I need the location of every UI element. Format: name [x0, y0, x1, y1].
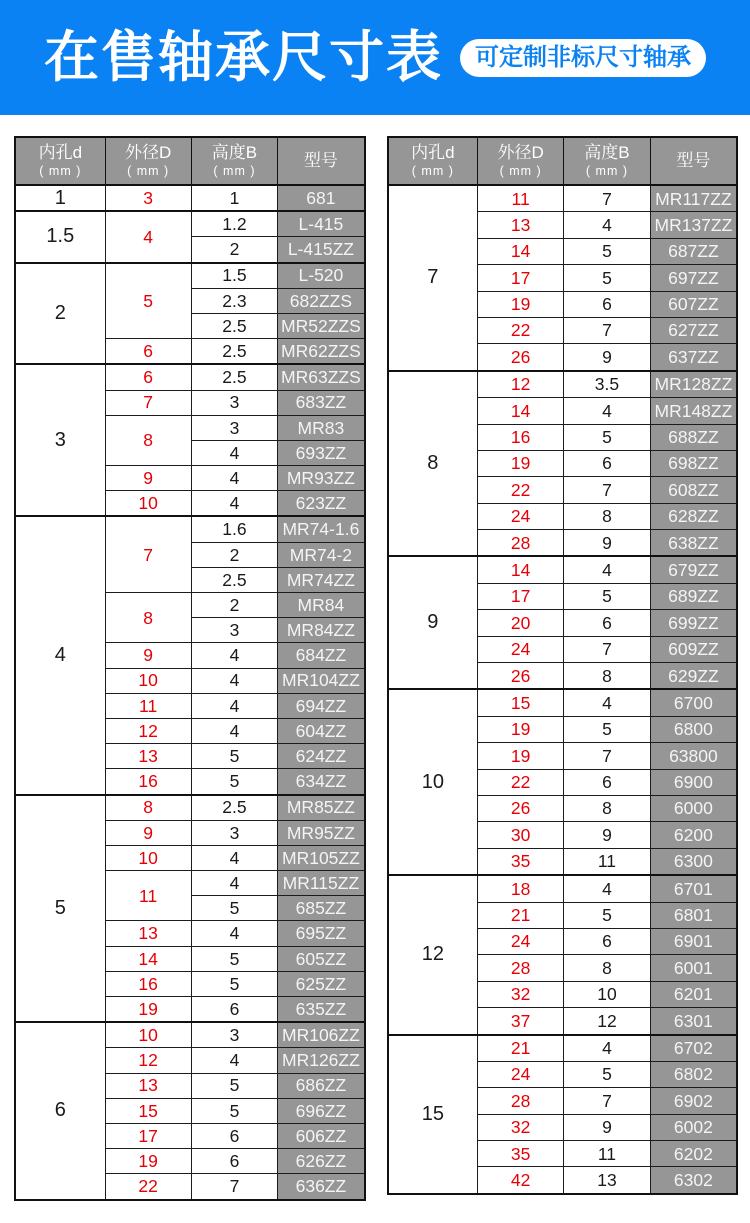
model-cell: 688ZZ	[650, 424, 737, 450]
height-cell: 6	[564, 291, 651, 317]
column-unit: ( mm )	[411, 163, 454, 178]
outer-diameter-cell: 14	[478, 398, 564, 424]
model-cell: MR104ZZ	[278, 668, 365, 693]
model-cell: L-415ZZ	[278, 237, 365, 263]
outer-diameter-cell: 22	[105, 1174, 191, 1200]
model-cell: 6700	[650, 689, 737, 716]
outer-diameter-cell: 19	[478, 716, 564, 742]
height-cell: 5	[564, 238, 651, 264]
table-row	[15, 364, 365, 390]
banner	[0, 0, 750, 115]
outer-diameter-cell: 37	[478, 1008, 564, 1035]
outer-diameter-cell: 12	[478, 371, 564, 398]
model-cell: MR93ZZ	[278, 466, 365, 491]
column-header-bore	[15, 137, 105, 185]
bore-diameter-cell: 8	[388, 371, 478, 557]
table-row	[15, 795, 365, 821]
outer-diameter-cell: 19	[478, 743, 564, 769]
height-cell: 6	[564, 769, 651, 795]
model-cell: 629ZZ	[650, 663, 737, 690]
height-cell: 3	[191, 390, 278, 415]
model-cell: 6900	[650, 769, 737, 795]
model-cell: 679ZZ	[650, 556, 737, 583]
model-cell: 686ZZ	[278, 1073, 365, 1098]
model-cell: 638ZZ	[650, 530, 737, 557]
outer-diameter-cell: 13	[105, 744, 191, 769]
outer-diameter-cell: 21	[478, 902, 564, 928]
outer-diameter-cell: 22	[478, 317, 564, 343]
outer-diameter-cell: 32	[478, 981, 564, 1007]
column-label: 型号	[303, 150, 338, 170]
model-cell: 682ZZS	[278, 288, 365, 313]
height-cell: 3	[191, 1022, 278, 1048]
outer-diameter-cell: 28	[478, 1088, 564, 1114]
bore-diameter-cell: 7	[388, 185, 478, 371]
model-cell: MR126ZZ	[278, 1048, 365, 1073]
model-cell: MR128ZZ	[650, 371, 737, 398]
model-cell: MR84ZZ	[278, 618, 365, 643]
outer-diameter-cell: 24	[478, 1061, 564, 1087]
bore-diameter-cell: 9	[388, 556, 478, 689]
outer-diameter-cell: 8	[105, 795, 191, 821]
table-row	[15, 1022, 365, 1048]
outer-diameter-cell: 7	[105, 516, 191, 592]
model-cell: 6901	[650, 928, 737, 954]
model-cell: 605ZZ	[278, 946, 365, 971]
model-cell: 698ZZ	[650, 450, 737, 476]
bore-diameter-cell: 1.5	[15, 211, 105, 262]
model-cell: MR74-1.6	[278, 516, 365, 542]
outer-diameter-cell: 17	[478, 265, 564, 291]
column-label: 型号	[676, 150, 711, 170]
model-cell: 689ZZ	[650, 583, 737, 609]
outer-diameter-cell: 26	[478, 795, 564, 821]
column-label: 外径D	[497, 143, 544, 163]
height-cell: 6	[191, 1149, 278, 1174]
bearing-table-right	[387, 136, 739, 1195]
height-cell: 4	[191, 693, 278, 718]
height-cell: 2.5	[191, 567, 278, 592]
outer-diameter-cell: 10	[105, 491, 191, 517]
height-cell: 11	[564, 848, 651, 875]
model-cell: 6002	[650, 1114, 737, 1140]
height-cell: 10	[564, 981, 651, 1007]
column-header-od	[478, 137, 564, 185]
table-row	[388, 689, 738, 716]
outer-diameter-cell: 19	[478, 450, 564, 476]
outer-diameter-cell: 12	[105, 1048, 191, 1073]
height-cell: 9	[564, 1114, 651, 1140]
outer-diameter-cell: 11	[478, 185, 564, 212]
height-cell: 6	[564, 928, 651, 954]
column-header-bore	[388, 137, 478, 185]
outer-diameter-cell: 13	[105, 921, 191, 946]
model-cell: 6201	[650, 981, 737, 1007]
outer-diameter-cell: 19	[105, 1149, 191, 1174]
page-title: 在售轴承尺寸表	[43, 26, 443, 88]
height-cell: 6	[564, 610, 651, 636]
outer-diameter-cell: 12	[105, 718, 191, 743]
height-cell: 2	[191, 593, 278, 618]
model-cell: 628ZZ	[650, 503, 737, 529]
height-cell: 3	[191, 820, 278, 845]
height-cell: 5	[564, 265, 651, 291]
height-cell: 4	[564, 689, 651, 716]
outer-diameter-cell: 15	[478, 689, 564, 716]
outer-diameter-cell: 11	[105, 871, 191, 921]
outer-diameter-cell: 21	[478, 1035, 564, 1062]
model-cell: 634ZZ	[278, 769, 365, 795]
table-row	[388, 556, 738, 583]
outer-diameter-cell: 13	[105, 1073, 191, 1098]
height-cell: 1	[191, 185, 278, 211]
height-cell: 2.5	[191, 339, 278, 365]
bore-diameter-cell: 6	[15, 1022, 105, 1199]
model-cell: 687ZZ	[650, 238, 737, 264]
height-cell: 6	[191, 997, 278, 1023]
outer-diameter-cell: 26	[478, 344, 564, 371]
outer-diameter-cell: 17	[105, 1123, 191, 1148]
outer-diameter-cell: 13	[478, 212, 564, 238]
outer-diameter-cell: 8	[105, 415, 191, 465]
model-cell: 6801	[650, 902, 737, 928]
model-cell: 606ZZ	[278, 1123, 365, 1148]
model-cell: 6001	[650, 955, 737, 981]
outer-diameter-cell: 24	[478, 503, 564, 529]
height-cell: 1.5	[191, 263, 278, 289]
outer-diameter-cell: 32	[478, 1114, 564, 1140]
height-cell: 4	[564, 1035, 651, 1062]
outer-diameter-cell: 5	[105, 263, 191, 339]
model-cell: 6701	[650, 875, 737, 902]
outer-diameter-cell: 24	[478, 636, 564, 662]
outer-diameter-cell: 9	[105, 643, 191, 668]
height-cell: 5	[564, 583, 651, 609]
outer-diameter-cell: 18	[478, 875, 564, 902]
height-cell: 4	[191, 871, 278, 896]
model-cell: 6802	[650, 1061, 737, 1087]
column-unit: ( mm )	[499, 163, 542, 178]
model-cell: 623ZZ	[278, 491, 365, 517]
height-cell: 2.3	[191, 288, 278, 313]
model-cell: MR84	[278, 593, 365, 618]
outer-diameter-cell: 35	[478, 1141, 564, 1167]
outer-diameter-cell: 30	[478, 822, 564, 848]
height-cell: 5	[564, 716, 651, 742]
outer-diameter-cell: 14	[478, 238, 564, 264]
height-cell: 5	[191, 896, 278, 921]
bore-diameter-cell: 2	[15, 263, 105, 365]
model-cell: 697ZZ	[650, 265, 737, 291]
height-cell: 2	[191, 542, 278, 567]
height-cell: 7	[564, 185, 651, 212]
table-row	[15, 185, 365, 211]
height-cell: 5	[191, 744, 278, 769]
model-cell: L-415	[278, 211, 365, 237]
model-cell: MR148ZZ	[650, 398, 737, 424]
height-cell: 4	[564, 398, 651, 424]
height-cell: 3.5	[564, 371, 651, 398]
height-cell: 6	[564, 450, 651, 476]
outer-diameter-cell: 22	[478, 769, 564, 795]
model-cell: 635ZZ	[278, 997, 365, 1023]
height-cell: 7	[564, 636, 651, 662]
column-header-od	[105, 137, 191, 185]
outer-diameter-cell: 35	[478, 848, 564, 875]
model-cell: 604ZZ	[278, 718, 365, 743]
model-cell: 624ZZ	[278, 744, 365, 769]
column-header-height	[191, 137, 278, 185]
table-row	[388, 1035, 738, 1062]
outer-diameter-cell: 14	[105, 946, 191, 971]
model-cell: 6902	[650, 1088, 737, 1114]
model-cell: 6202	[650, 1141, 737, 1167]
outer-diameter-cell: 15	[105, 1098, 191, 1123]
outer-diameter-cell: 6	[105, 364, 191, 390]
outer-diameter-cell: 9	[105, 820, 191, 845]
model-cell: 609ZZ	[650, 636, 737, 662]
height-cell: 7	[564, 317, 651, 343]
height-cell: 5	[191, 1098, 278, 1123]
column-header-model	[278, 137, 365, 185]
height-cell: 5	[191, 769, 278, 795]
column-unit: ( mm )	[39, 163, 82, 178]
outer-diameter-cell: 16	[478, 424, 564, 450]
height-cell: 4	[191, 491, 278, 517]
column-header-model	[650, 137, 737, 185]
height-cell: 4	[191, 1048, 278, 1073]
height-cell: 5	[564, 902, 651, 928]
model-cell: 6702	[650, 1035, 737, 1062]
outer-diameter-cell: 19	[478, 291, 564, 317]
height-cell: 6	[191, 1123, 278, 1148]
height-cell: 8	[564, 663, 651, 690]
outer-diameter-cell: 6	[105, 339, 191, 365]
model-cell: MR63ZZS	[278, 364, 365, 390]
outer-diameter-cell: 20	[478, 610, 564, 636]
bore-diameter-cell: 1	[15, 185, 105, 211]
height-cell: 2.5	[191, 364, 278, 390]
outer-diameter-cell: 8	[105, 593, 191, 643]
model-cell: 625ZZ	[278, 971, 365, 996]
model-cell: MR95ZZ	[278, 820, 365, 845]
model-cell: MR106ZZ	[278, 1022, 365, 1048]
height-cell: 3	[191, 415, 278, 440]
bore-diameter-cell: 15	[388, 1035, 478, 1194]
model-cell: MR85ZZ	[278, 795, 365, 821]
table-row	[15, 211, 365, 237]
column-label: 高度B	[211, 143, 258, 163]
height-cell: 1.6	[191, 516, 278, 542]
model-cell: 626ZZ	[278, 1149, 365, 1174]
model-cell: L-520	[278, 263, 365, 289]
height-cell: 13	[564, 1167, 651, 1194]
bore-diameter-cell: 4	[15, 516, 105, 794]
outer-diameter-cell: 16	[105, 971, 191, 996]
model-cell: MR137ZZ	[650, 212, 737, 238]
model-cell: 683ZZ	[278, 390, 365, 415]
model-cell: 696ZZ	[278, 1098, 365, 1123]
model-cell: 6302	[650, 1167, 737, 1194]
height-cell: 4	[564, 556, 651, 583]
height-cell: 5	[564, 1061, 651, 1087]
model-cell: MR74-2	[278, 542, 365, 567]
outer-diameter-cell: 10	[105, 845, 191, 870]
column-header-height	[564, 137, 651, 185]
outer-diameter-cell: 9	[105, 466, 191, 491]
height-cell: 9	[564, 344, 651, 371]
height-cell: 2	[191, 237, 278, 263]
column-unit: ( mm )	[127, 163, 170, 178]
model-cell: 63800	[650, 743, 737, 769]
bearing-table-left	[14, 136, 366, 1201]
height-cell: 7	[564, 743, 651, 769]
outer-diameter-cell: 16	[105, 769, 191, 795]
outer-diameter-cell: 19	[105, 997, 191, 1023]
height-cell: 11	[564, 1141, 651, 1167]
model-cell: 636ZZ	[278, 1174, 365, 1200]
height-cell: 2.5	[191, 795, 278, 821]
height-cell: 4	[191, 718, 278, 743]
model-cell: 685ZZ	[278, 896, 365, 921]
height-cell: 9	[564, 822, 651, 848]
height-cell: 4	[191, 466, 278, 491]
column-label: 高度B	[584, 143, 630, 163]
height-cell: 4	[564, 212, 651, 238]
height-cell: 7	[191, 1174, 278, 1200]
model-cell: 607ZZ	[650, 291, 737, 317]
outer-diameter-cell: 10	[105, 1022, 191, 1048]
outer-diameter-cell: 24	[478, 928, 564, 954]
height-cell: 1.2	[191, 211, 278, 237]
model-cell: MR83	[278, 415, 365, 440]
outer-diameter-cell: 4	[105, 211, 191, 262]
outer-diameter-cell: 14	[478, 556, 564, 583]
height-cell: 2.5	[191, 313, 278, 338]
bore-diameter-cell: 5	[15, 795, 105, 1023]
model-cell: 627ZZ	[650, 317, 737, 343]
table-row	[388, 185, 738, 212]
height-cell: 4	[191, 440, 278, 465]
bore-diameter-cell: 10	[388, 689, 478, 875]
table-row	[388, 371, 738, 398]
table-row	[388, 875, 738, 902]
model-cell: 6000	[650, 795, 737, 821]
column-unit: ( mm )	[585, 163, 629, 178]
model-cell: 699ZZ	[650, 610, 737, 636]
model-cell: MR62ZZS	[278, 339, 365, 365]
tables-container	[0, 115, 750, 1201]
header-row	[388, 137, 738, 185]
height-cell: 8	[564, 955, 651, 981]
height-cell: 8	[564, 503, 651, 529]
outer-diameter-cell: 7	[105, 390, 191, 415]
column-label: 内孔d	[411, 143, 455, 163]
custom-size-badge: 可定制非标尺寸轴承	[460, 39, 706, 77]
model-cell: MR74ZZ	[278, 567, 365, 592]
outer-diameter-cell: 42	[478, 1167, 564, 1194]
height-cell: 3	[191, 618, 278, 643]
height-cell: 4	[564, 875, 651, 902]
model-cell: MR105ZZ	[278, 845, 365, 870]
model-cell: 6800	[650, 716, 737, 742]
model-cell: MR115ZZ	[278, 871, 365, 896]
height-cell: 4	[191, 668, 278, 693]
model-cell: 695ZZ	[278, 921, 365, 946]
model-cell: 6301	[650, 1008, 737, 1035]
model-cell: MR52ZZS	[278, 313, 365, 338]
model-cell: 693ZZ	[278, 440, 365, 465]
model-cell: MR117ZZ	[650, 185, 737, 212]
height-cell: 4	[191, 921, 278, 946]
table-row	[15, 516, 365, 542]
column-label: 外径D	[125, 143, 172, 163]
outer-diameter-cell: 22	[478, 477, 564, 503]
height-cell: 5	[191, 946, 278, 971]
height-cell: 12	[564, 1008, 651, 1035]
outer-diameter-cell: 11	[105, 693, 191, 718]
column-label: 内孔d	[38, 143, 83, 163]
column-unit: ( mm )	[213, 163, 256, 178]
model-cell: 6200	[650, 822, 737, 848]
outer-diameter-cell: 17	[478, 583, 564, 609]
outer-diameter-cell: 26	[478, 663, 564, 690]
height-cell: 4	[191, 845, 278, 870]
header-row	[15, 137, 365, 185]
model-cell: 608ZZ	[650, 477, 737, 503]
bore-diameter-cell: 12	[388, 875, 478, 1034]
model-cell: 694ZZ	[278, 693, 365, 718]
outer-diameter-cell: 10	[105, 668, 191, 693]
model-cell: 681	[278, 185, 365, 211]
bore-diameter-cell: 3	[15, 364, 105, 516]
outer-diameter-cell: 28	[478, 530, 564, 557]
height-cell: 7	[564, 477, 651, 503]
height-cell: 9	[564, 530, 651, 557]
height-cell: 8	[564, 795, 651, 821]
model-cell: 6300	[650, 848, 737, 875]
model-cell: 637ZZ	[650, 344, 737, 371]
height-cell: 5	[191, 1073, 278, 1098]
height-cell: 5	[191, 971, 278, 996]
outer-diameter-cell: 3	[105, 185, 191, 211]
height-cell: 5	[564, 424, 651, 450]
table-row	[15, 263, 365, 289]
outer-diameter-cell: 28	[478, 955, 564, 981]
model-cell: 684ZZ	[278, 643, 365, 668]
height-cell: 7	[564, 1088, 651, 1114]
height-cell: 4	[191, 643, 278, 668]
